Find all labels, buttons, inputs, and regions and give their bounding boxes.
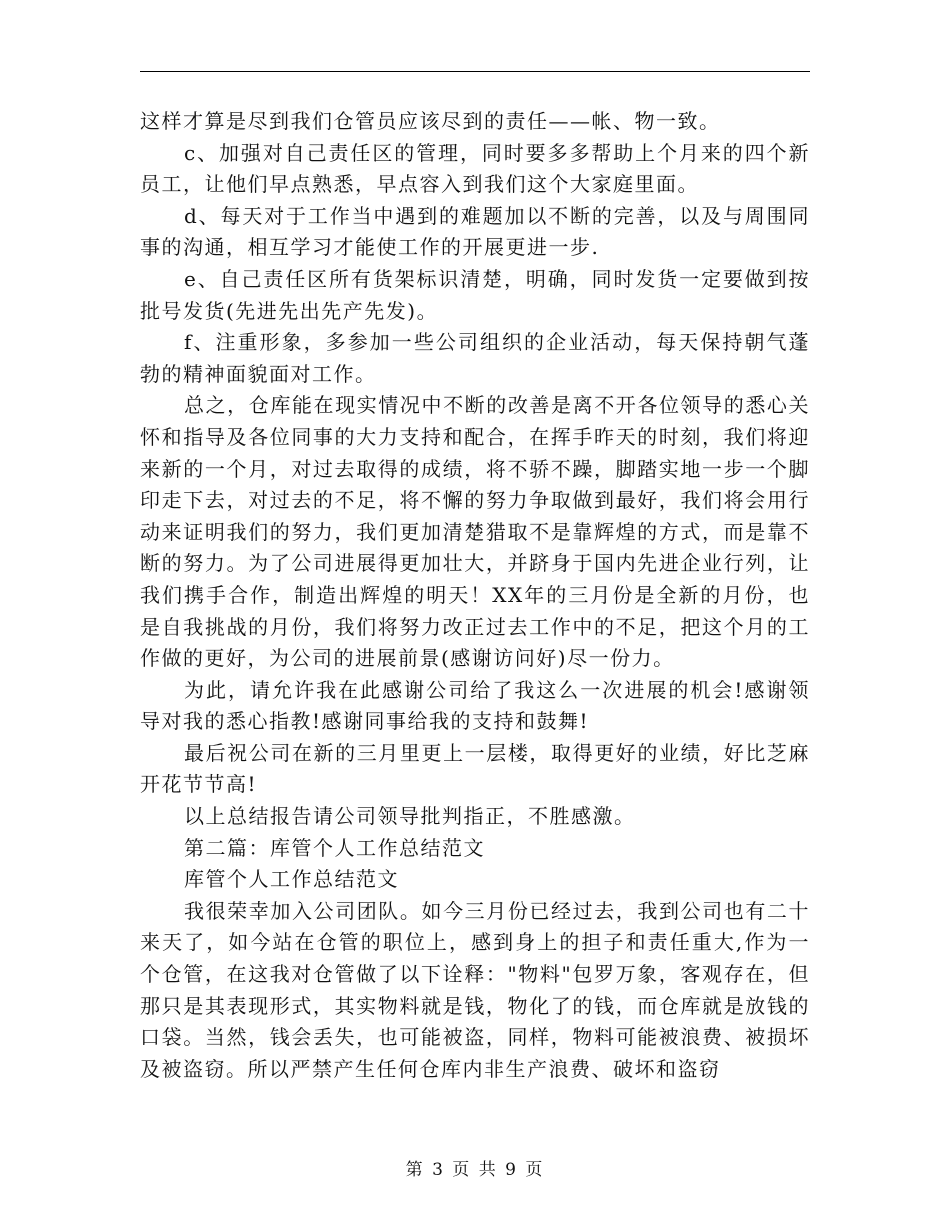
paragraph-7: 为此，请允许我在此感谢公司给了我这么一次进展的机会!感谢领导对我的悉心指教!感谢同事给我的支持和鼓舞! [140,677,810,734]
document-body [140,106,810,1085]
paragraph-1: 这样才算是尽到我们仓管员应该尽到的责任——帐、物一致。 [140,109,721,133]
paragraph-3: d、每天对于工作当中遇到的难题加以不断的完善，以及与周围同事的沟通，相互学习才能使工作的开展更进一步. [140,203,810,260]
section-heading-2: 第二篇：库管个人工作总结范文 [184,835,485,860]
paragraph-5: f、注重形象，多参加一些公司组织的企业活动，每天保持朝气蓬勃的精神面貌面对工作。 [140,330,810,386]
paragraph-8: 最后祝公司在新的三月里更上一层楼，取得更好的业绩，好比芝麻开花节节高! [140,740,810,797]
paragraph-12: 我很荣幸加入公司团队。如今三月份已经过去，我到公司也有二十来天了，如今站在仓管的职位上，感到身上的担子和责任重大,作为一个仓管，在这我对仓管做了以下诠释："物料"包罗万象，客观存在，但那只是其表现形式，其实物料就是钱，物化了的钱，而仓库就是放钱的口袋。当然，钱会丢失，也可能被盗，同样，物料可能被浪费、被损坏及被盗窃。所以严禁产生任何仓库内非生产浪费、破坏和盗窃 [140,898,810,1081]
paragraph-4: e、自己责任区所有货架标识清楚，明确，同时发货一定要做到按批号发货(先进先出先产先发)。 [140,266,810,323]
paragraph-2: c、加强对自己责任区的管理，同时要多多帮助上个月来的四个新员工，让他们早点熟悉，早点容入到我们这个大家庭里面。 [140,140,810,197]
paragraph-9: 以上总结报告请公司领导批判指正，不胜感激。 [184,804,636,829]
paragraph-6: 总之，仓库能在现实情况中不断的改善是离不开各位领导的悉心关怀和指导及各位同事的大力支持和配合，在挥手昨天的时刻，我们将迎来新的一个月，对过去取得的成绩，将不骄不躁，脚踏实地一步一个脚印走下去，对过去的不足，将不懈的努力争取做到最好，我们将会用行动来证明我们的努力，我们更加清楚猎取不是靠辉煌的方式，而是靠不断的努力。为了公司进展得更加壮大，并跻身于国内先进企业行列，让我们携手合作，制造出辉煌的明天！XX年的三月份是全新的月份，也是自我挑战的月份，我们将努力改正过去工作中的不足，把这个月的工作做的更好，为公司的进展前景(感谢访问好)尽一份力。 [140,393,810,671]
page-number-footer: 第 3 页 共 9 页 [405,1160,545,1180]
section-title: 库管个人工作总结范文 [184,867,399,892]
header-rule [140,71,810,72]
